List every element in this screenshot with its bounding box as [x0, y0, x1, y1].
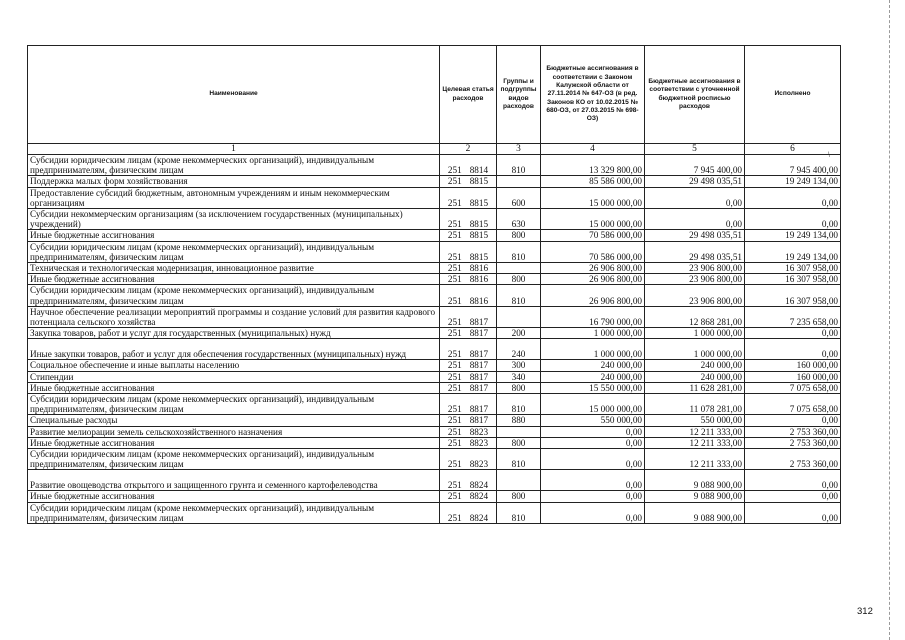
target-article-subcode: 8817: [469, 328, 489, 339]
row-name: Предоставление субсидий бюджетным, автономным учреждениям и иным некоммерческим организациям: [28, 187, 440, 208]
row-refined-allocation: 9 088 900,00: [645, 470, 745, 491]
row-expense-group: 630: [497, 209, 541, 230]
row-name: Научное обеспечение реализации мероприятий программы и создание условий для развития кадрового потенциала сельского хозяйства: [28, 306, 440, 327]
row-law-allocation: 26 906 800,00: [541, 263, 645, 274]
row-executed: 0,00: [745, 187, 841, 208]
row-target-article: [440, 339, 497, 360]
row-expense-group: 200: [497, 328, 541, 339]
row-law-allocation: 15 550 000,00: [541, 382, 645, 393]
row-target-article: [440, 491, 497, 502]
row-refined-allocation: 240 000,00: [645, 360, 745, 371]
row-refined-allocation: 12 868 281,00: [645, 306, 745, 327]
target-article-subcode: 8824: [469, 512, 489, 523]
row-target-article: [440, 306, 497, 327]
row-refined-allocation: 12 211 333,00: [645, 437, 745, 448]
table-row: [28, 502, 841, 523]
table-row: [28, 449, 841, 470]
row-expense-group: 800: [497, 274, 541, 285]
row-name: Иные бюджетные ассигнования: [28, 382, 440, 393]
row-expense-group: 810: [497, 155, 541, 176]
row-expense-group: 240: [497, 339, 541, 360]
row-refined-allocation: 1 000 000,00: [645, 328, 745, 339]
row-executed: 0,00: [745, 339, 841, 360]
row-executed: 0,00: [745, 502, 841, 523]
row-expense-group: 800: [497, 230, 541, 241]
row-target-article: [440, 155, 497, 176]
row-expense-group: 810: [497, 502, 541, 523]
row-target-article: [440, 502, 497, 523]
column-number: 5: [645, 144, 745, 155]
row-target-article: [440, 371, 497, 382]
row-executed: 7 075 658,00: [745, 394, 841, 415]
table-row: [28, 263, 841, 274]
row-executed: 7 075 658,00: [745, 382, 841, 393]
row-expense-group: 800: [497, 382, 541, 393]
target-article-subcode: 8817: [469, 317, 489, 328]
row-executed: 0,00: [745, 470, 841, 491]
target-article-code: 251: [447, 317, 462, 328]
row-refined-allocation: 29 498 035,51: [645, 230, 745, 241]
row-expense-group: 810: [497, 394, 541, 415]
target-article-subcode: 8823: [469, 426, 489, 437]
target-article-code: 251: [447, 230, 462, 241]
row-law-allocation: 0,00: [541, 470, 645, 491]
row-law-allocation: 0,00: [541, 426, 645, 437]
row-law-allocation: 1 000 000,00: [541, 328, 645, 339]
table-row: [28, 426, 841, 437]
row-target-article: [440, 328, 497, 339]
table-row: [28, 241, 841, 262]
row-executed: 16 307 958,00: [745, 274, 841, 285]
row-name: Развитие мелиорации земель сельскохозяйственного назначения: [28, 426, 440, 437]
page-number: 312: [857, 606, 873, 617]
row-law-allocation: 0,00: [541, 502, 645, 523]
row-refined-allocation: 12 211 333,00: [645, 449, 745, 470]
row-target-article: [440, 437, 497, 448]
row-target-article: [440, 449, 497, 470]
row-executed: 16 307 958,00: [745, 263, 841, 274]
row-law-allocation: 15 000 000,00: [541, 209, 645, 230]
row-name: Закупка товаров, работ и услуг для государственных (муниципальных) нужд: [28, 328, 440, 339]
target-article-code: 251: [447, 295, 462, 306]
row-target-article: [440, 263, 497, 274]
row-name: Специальные расходы: [28, 415, 440, 426]
table-row: [28, 176, 841, 187]
row-law-allocation: 0,00: [541, 437, 645, 448]
table-row: [28, 306, 841, 327]
row-name: Стипендии: [28, 371, 440, 382]
row-refined-allocation: 29 498 035,51: [645, 176, 745, 187]
target-article-subcode: 8815: [469, 197, 489, 208]
row-name: Поддержка малых форм хозяйствования: [28, 176, 440, 187]
table-row: [28, 437, 841, 448]
target-article-code: 251: [447, 382, 462, 393]
row-name: Иные бюджетные ассигнования: [28, 491, 440, 502]
row-target-article: [440, 360, 497, 371]
target-article-subcode: 8815: [469, 219, 489, 230]
target-article-subcode: 8816: [469, 295, 489, 306]
target-article-subcode: 8824: [469, 491, 489, 502]
row-executed: 2 753 360,00: [745, 437, 841, 448]
table-body: [28, 155, 841, 524]
row-executed: 19 249 134,00: [745, 241, 841, 262]
row-name: Социальное обеспечение и иные выплаты населению: [28, 360, 440, 371]
target-article-code: 251: [447, 426, 462, 437]
row-expense-group: 800: [497, 491, 541, 502]
row-executed: 0,00: [745, 209, 841, 230]
header-refined-allocations: Бюджетные ассигнования в соответствии с уточненной бюджетной росписью расходов: [645, 46, 745, 144]
row-refined-allocation: 9 088 900,00: [645, 502, 745, 523]
row-name: Развитие овощеводства открытого и защищенного грунта и семенного картофелеводства: [28, 470, 440, 491]
row-law-allocation: 26 906 800,00: [541, 285, 645, 306]
row-name: Субсидии некоммерческим организациям (за исключением государственных (муниципальных) учреждений): [28, 209, 440, 230]
budget-table: [27, 45, 841, 524]
table-row: [28, 230, 841, 241]
row-expense-group: [497, 263, 541, 274]
table-row: [28, 382, 841, 393]
row-name: Иные бюджетные ассигнования: [28, 230, 440, 241]
row-law-allocation: 240 000,00: [541, 371, 645, 382]
scan-tick-mark: \: [828, 152, 830, 159]
row-target-article: [440, 415, 497, 426]
row-law-allocation: 0,00: [541, 491, 645, 502]
row-executed: 0,00: [745, 415, 841, 426]
row-expense-group: 300: [497, 360, 541, 371]
row-expense-group: 810: [497, 285, 541, 306]
row-name: Субсидии юридическим лицам (кроме некоммерческих организаций), индивидуальным предпринимателям, физическим лицам: [28, 394, 440, 415]
row-expense-group: 810: [497, 449, 541, 470]
row-expense-group: [497, 306, 541, 327]
table-row: [28, 491, 841, 502]
column-number: 2: [440, 144, 497, 155]
target-article-code: 251: [447, 263, 462, 274]
target-article-subcode: 8817: [469, 371, 489, 382]
row-refined-allocation: 240 000,00: [645, 371, 745, 382]
target-article-subcode: 8817: [469, 415, 489, 426]
target-article-subcode: 8814: [469, 165, 489, 176]
target-article-subcode: 8815: [469, 251, 489, 262]
column-number: 1: [28, 144, 440, 155]
column-number: 3: [497, 144, 541, 155]
row-name: Иные закупки товаров, работ и услуг для обеспечения государственных (муниципальных) нужд: [28, 339, 440, 360]
row-expense-group: 800: [497, 437, 541, 448]
row-refined-allocation: 7 945 400,00: [645, 155, 745, 176]
target-article-code: 251: [447, 349, 462, 360]
column-number-row: [28, 144, 841, 155]
row-expense-group: [497, 470, 541, 491]
row-executed: 16 307 958,00: [745, 285, 841, 306]
target-article-code: 251: [447, 176, 462, 187]
row-expense-group: 880: [497, 415, 541, 426]
target-article-subcode: 8817: [469, 404, 489, 415]
row-name: Субсидии юридическим лицам (кроме некоммерческих организаций), индивидуальным предпринимателям, физическим лицам: [28, 285, 440, 306]
table-row: [28, 371, 841, 382]
table-row: [28, 328, 841, 339]
target-article-subcode: 8815: [469, 176, 489, 187]
row-expense-group: 810: [497, 241, 541, 262]
row-target-article: [440, 230, 497, 241]
row-law-allocation: 15 000 000,00: [541, 394, 645, 415]
column-number: 4: [541, 144, 645, 155]
header-name: Наименование: [28, 46, 440, 144]
target-article-subcode: 8817: [469, 360, 489, 371]
table-row: [28, 209, 841, 230]
row-law-allocation: 26 906 800,00: [541, 274, 645, 285]
row-refined-allocation: 11 628 281,00: [645, 382, 745, 393]
table-row: [28, 470, 841, 491]
row-refined-allocation: 1 000 000,00: [645, 339, 745, 360]
row-target-article: [440, 426, 497, 437]
target-article-code: 251: [447, 328, 462, 339]
table-row: [28, 360, 841, 371]
table-row: [28, 394, 841, 415]
row-executed: 160 000,00: [745, 371, 841, 382]
header-executed: Исполнено: [745, 46, 841, 144]
row-refined-allocation: 23 906 800,00: [645, 263, 745, 274]
target-article-code: 251: [447, 251, 462, 262]
row-law-allocation: 70 586 000,00: [541, 230, 645, 241]
row-law-allocation: 16 790 000,00: [541, 306, 645, 327]
header-target-article: Целевая статья расходов: [440, 46, 497, 144]
row-executed: 19 249 134,00: [745, 176, 841, 187]
header-expense-groups: Группы и подгруппы видов расходов: [497, 46, 541, 144]
scan-edge-line: [889, 0, 890, 640]
target-article-code: 251: [447, 165, 462, 176]
header-law-allocations: Бюджетные ассигнования в соответствии с Законом Калужской области от 27.11.2014 № 647-ОЗ (в ред. Законов КО от 10.02.2015 № 680-ОЗ, от 27.03.2015 № 698-ОЗ): [541, 46, 645, 144]
row-law-allocation: 0,00: [541, 449, 645, 470]
target-article-code: 251: [447, 371, 462, 382]
row-target-article: [440, 274, 497, 285]
row-expense-group: 600: [497, 187, 541, 208]
target-article-code: 251: [447, 360, 462, 371]
row-target-article: [440, 394, 497, 415]
target-article-code: 251: [447, 197, 462, 208]
row-refined-allocation: 0,00: [645, 209, 745, 230]
row-executed: 7 235 658,00: [745, 306, 841, 327]
table-row: [28, 274, 841, 285]
row-target-article: [440, 241, 497, 262]
target-article-code: 251: [447, 404, 462, 415]
row-law-allocation: 15 000 000,00: [541, 187, 645, 208]
row-expense-group: [497, 426, 541, 437]
row-name: Субсидии юридическим лицам (кроме некоммерческих организаций), индивидуальным предпринимателям, физическим лицам: [28, 241, 440, 262]
row-name: Субсидии юридическим лицам (кроме некоммерческих организаций), индивидуальным предпринимателям, физическим лицам: [28, 502, 440, 523]
target-article-code: 251: [447, 219, 462, 230]
table-row: [28, 415, 841, 426]
row-target-article: [440, 176, 497, 187]
target-article-code: 251: [447, 459, 462, 470]
table-row: [28, 285, 841, 306]
row-executed: 0,00: [745, 328, 841, 339]
row-target-article: [440, 187, 497, 208]
row-law-allocation: 85 586 000,00: [541, 176, 645, 187]
row-refined-allocation: 9 088 900,00: [645, 491, 745, 502]
target-article-code: 251: [447, 415, 462, 426]
row-law-allocation: 70 586 000,00: [541, 241, 645, 262]
target-article-subcode: 8823: [469, 437, 489, 448]
row-expense-group: [497, 176, 541, 187]
target-article-code: 251: [447, 491, 462, 502]
target-article-subcode: 8815: [469, 230, 489, 241]
row-refined-allocation: 23 906 800,00: [645, 285, 745, 306]
target-article-subcode: 8816: [469, 274, 489, 285]
target-article-code: 251: [447, 437, 462, 448]
target-article-subcode: 8816: [469, 263, 489, 274]
row-refined-allocation: 12 211 333,00: [645, 426, 745, 437]
table-header-row: [28, 46, 841, 144]
row-refined-allocation: 0,00: [645, 187, 745, 208]
target-article-code: 251: [447, 480, 462, 491]
row-target-article: [440, 285, 497, 306]
row-executed: 7 945 400,00: [745, 155, 841, 176]
row-refined-allocation: 29 498 035,51: [645, 241, 745, 262]
row-executed: 0,00: [745, 491, 841, 502]
row-executed: 2 753 360,00: [745, 426, 841, 437]
row-name: Субсидии юридическим лицам (кроме некоммерческих организаций), индивидуальным предпринимателям, физическим лицам: [28, 449, 440, 470]
target-article-subcode: 8817: [469, 382, 489, 393]
row-executed: 2 753 360,00: [745, 449, 841, 470]
row-law-allocation: 550 000,00: [541, 415, 645, 426]
column-number: 6: [745, 144, 841, 155]
row-law-allocation: 13 329 800,00: [541, 155, 645, 176]
target-article-subcode: 8817: [469, 349, 489, 360]
row-name: Иные бюджетные ассигнования: [28, 437, 440, 448]
row-law-allocation: 1 000 000,00: [541, 339, 645, 360]
row-name: Субсидии юридическим лицам (кроме некоммерческих организаций), индивидуальным предпринимателям, физическим лицам: [28, 155, 440, 176]
row-target-article: [440, 382, 497, 393]
target-article-subcode: 8824: [469, 480, 489, 491]
row-target-article: [440, 209, 497, 230]
row-target-article: [440, 470, 497, 491]
row-refined-allocation: 23 906 800,00: [645, 274, 745, 285]
table-row: [28, 187, 841, 208]
row-expense-group: 340: [497, 371, 541, 382]
target-article-code: 251: [447, 512, 462, 523]
table-row: [28, 155, 841, 176]
table-row: [28, 339, 841, 360]
row-refined-allocation: 550 000,00: [645, 415, 745, 426]
row-executed: 19 249 134,00: [745, 230, 841, 241]
row-law-allocation: 240 000,00: [541, 360, 645, 371]
row-executed: 160 000,00: [745, 360, 841, 371]
target-article-code: 251: [447, 274, 462, 285]
row-name: Иные бюджетные ассигнования: [28, 274, 440, 285]
target-article-subcode: 8823: [469, 459, 489, 470]
row-refined-allocation: 11 078 281,00: [645, 394, 745, 415]
row-name: Техническая и технологическая модернизация, инновационное развитие: [28, 263, 440, 274]
